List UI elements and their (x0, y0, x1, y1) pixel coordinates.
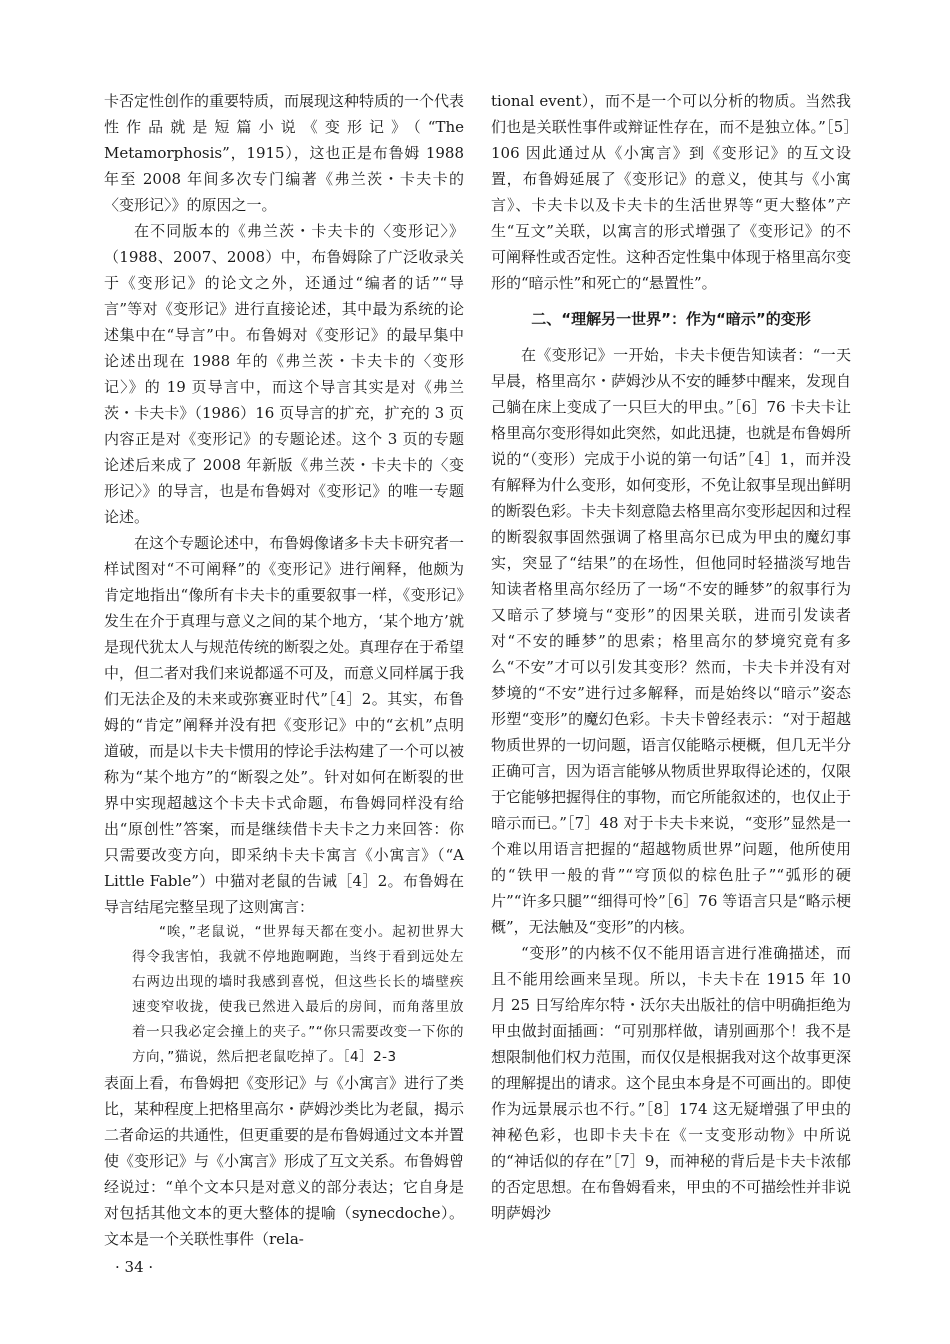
paragraph: 表面上看，布鲁姆把《变形记》与《小寓言》进行了类比，某种程度上把格里高尔・萨姆沙类比为老鼠，揭示二者命运的共通性，但更重要的是布鲁姆通过文本并置使《变形记》与《小寓言》形成了互文关系。布鲁姆曾经说过：“单个文本只是对意义的部分表达；它自身是对包括其他文本的更大整体的提喻（synecdoche）。文本是一个关联性事件（rela- (104, 1074, 465, 1248)
block-quote: “唉，”老鼠说，“世界每天都在变小。起初世界大得令我害怕，我就不停地跑啊跑，当终于看到远处左右两边出现的墙时我感到喜悦，但这些长长的墙壁疾速变窄收拢，使我已然进入最后的房间，而角落里放着一只我必定会撞上的夹子。”“你只需要改变一下你的方向，”猫说，然后把老鼠吃掉了。［4］2-3 (132, 924, 464, 1065)
paragraph: tional event），而不是一个可以分析的物质。当然我们也是关联性事件或辩证性存在，而不是独立体。”［5］106 因此通过从《小寓言》到《变形记》的互文设置，布鲁姆延展了《变形记》的意义，使其与《小寓言》、卡夫卡以及卡夫卡的生活世界等“更大整体”产生“互文”关联，以寓言的形式增强了《变形记》的不可阐释性或否定性。这种否定性集中体现于格里高尔变形的“暗示性”和死亡的“悬置性”。 (491, 92, 852, 292)
right-column (491, 88, 851, 1226)
paragraph: “变形”的内核不仅不能用语言进行准确描述，而且不能用绘画来呈现。所以，卡夫卡在 1915 年 10 月 25 日写给库尔特・沃尔夫出版社的信中明确拒绝为甲虫做封面插画：“可别那样做，请别画那个！我不是想限制他们权力范围，而仅仅是根据我对这个故事更深的理解提出的请求。这个昆虫本身是不可画出的。即使作为远景展示也不行。”［8］174 这无疑增强了甲虫的神秘色彩，也即卡夫卡在《一支变形动物》中所说的“神话似的存在”［7］9，而神秘的背后是卡夫卡浓郁的否定思想。在布鲁姆看来，甲虫的不可描绘性并非说明萨姆沙 (491, 944, 852, 1222)
paragraph: 在《变形记》一开始，卡夫卡便告知读者：“一天早晨，格里高尔・萨姆沙从不安的睡梦中醒来，发现自己躺在床上变成了一只巨大的甲虫。”［6］76 卡夫卡让格里高尔变形得如此突然，如此迅捷，也就是布鲁姆所说的“（变形）完成于小说的第一句话”［4］1，而并没有解释为什么变形，如何变形，不免让叙事呈现出鲜明的断裂色彩。卡夫卡刻意隐去格里高尔变形起因和过程的断裂叙事固然强调了格里高尔已成为甲虫的魔幻事实，突显了“结果”的在场性，但他同时轻描淡写地告知读者格里高尔经历了一场“不安的睡梦”的叙事行为又暗示了梦境与“变形”的因果关联，进而引发读者对“不安的睡梦”的思索；格里高尔的梦境究竟有多么“不安”才可以引发其变形？然而，卡夫卡并没有对梦境的“不安”进行过多解释，而是始终以“暗示”姿态形塑“变形”的魔幻色彩。卡夫卡曾经表示：“对于超越物质世界的一切问题，语言仅能略示梗概，但几无半分正确可言，因为语言能够从物质世界取得论述的，仅限于它能够把握得住的事物，而它所能叙述的，也仅止于暗示而已。”［7］48 对于卡夫卡来说，“变形”显然是一个难以用语言把握的“超越物质世界”问题，他所使用的“铁甲一般的背”“穹顶似的棕色肚子”“弧形的硬片”“许多只腿”“细得可怜”［6］76 等语言只是“略示梗概”，无法触及“变形”的内核。 (491, 346, 852, 936)
paragraph: 在这个专题论述中，布鲁姆像诸多卡夫卡研究者一样试图对“不可阐释”的《变形记》进行阐释，他颇为肯定地指出“像所有卡夫卡的重要叙事一样，《变形记》发生在介于真理与意义之间的某个地方，‘某个地方’就是现代犹太人与规范传统的断裂之处。真理存在于希望中，但二者对我们来说都遥不可及，而意义同样属于我们无法企及的未来或弥赛亚时代”［4］2。其实，布鲁姆的“肯定”阐释并没有把《变形记》中的“玄机”点明道破，而是以卡夫卡惯用的悖论手法构建了一个可以被称为“某个地方”的“断裂之处”。针对如何在断裂的世界中实现超越这个卡夫卡式命题，布鲁姆同样没有给出“原创性”答案，而是继续借卡夫卡之力来回答：你只需要改变方向，即采纳卡夫卡寓言《小寓言》（“A Little Fable”）中猫对老鼠的告诫［4］2。布鲁姆在导言结尾完整呈现了这则寓言： (104, 534, 465, 916)
paragraph: 卡否定性创作的重要特质，而展现这种特质的一个代表性作品就是短篇小说《变形记》（“The Metamorphosis”，1915），这也正是布鲁姆 1988 年至 2008 年间多次专门编著《弗兰茨・卡夫卡的〈变形记〉》的原因之一。 (104, 92, 465, 214)
paragraph: 在不同版本的《弗兰茨・卡夫卡的〈变形记〉》（1988、2007、2008）中，布鲁姆除了广泛收录关于《变形记》的论文之外，还通过“编者的话”“导言”等对《变形记》进行直接论述，其中最为系统的论述集中在“导言”中。布鲁姆对《变形记》的最早集中论述出现在 1988 年的《弗兰茨・卡夫卡的〈变形记〉》的 19 页导言中，而这个导言其实是对《弗兰茨・卡夫卡》（1986）16 页导言的扩充，扩充的 3 页内容正是对《变形记》的专题论述。这个 3 页的专题论述后来成了 2008 年新版《弗兰茨・卡夫卡的〈变形记〉》的导言，也是布鲁姆对《变形记》的唯一专题论述。 (104, 222, 464, 526)
page-number: · 34 · (115, 1258, 154, 1276)
section-heading: 二、“理解另一世界”：作为“暗示”的变形 (531, 310, 811, 328)
left-column (104, 88, 464, 1252)
